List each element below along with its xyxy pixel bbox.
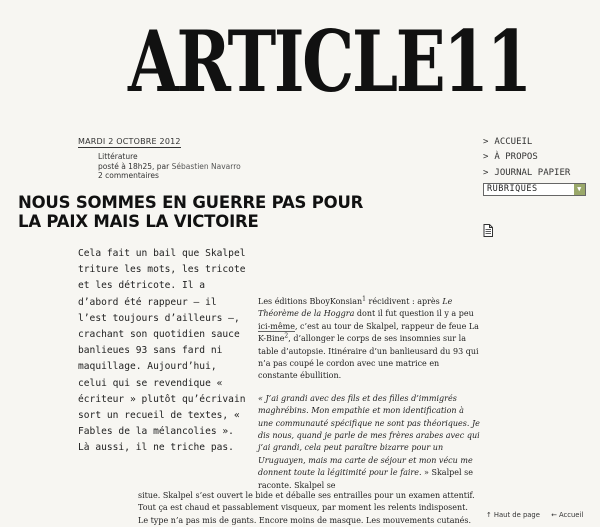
article-paragraph: situe. Skalpel s’est ouvert le bide et déballe ses entrailles pour un examen attentif. Tout ça est chaud et passablement visqueux, par moment les relents indisposent. Le type n’a pas mis de gants. Encore moins de masque. Les mouvements cutanés. — [138, 491, 475, 525]
book-title: Le Théorème de la Hoggra — [258, 297, 453, 319]
back-to-top-link[interactable] — [486, 511, 540, 519]
nav-item-journal-papier[interactable] — [483, 166, 570, 181]
article-body-continued — [138, 490, 480, 527]
text: , c’est au tour de Skalpel, rappeur de feue La K-Bine — [258, 321, 479, 344]
article-paragraph — [258, 296, 480, 383]
nav-item-accueil[interactable] — [483, 135, 570, 150]
quote: « J’ai grandi avec des fils et des filles d’immigrés maghrébins. Mon empathie et mon identification à une communauté spécifique ne sont pas théoriques. Je dis nous, quand je parle de mes frères arabes avec qui j’ai grandi, cela peut paraître bizarre pour un Uruguayen, mais ma carte de séjour et mon vécu me donnent toute la légitimité pour le faire. — [258, 393, 480, 478]
chevron-right-icon: > — [483, 167, 489, 178]
arrow-up-icon: ↑ — [486, 511, 492, 519]
article-author[interactable]: Sébastien Navarro — [171, 161, 241, 171]
text: Les éditions BboyKonsian — [258, 297, 363, 306]
rubriques-select[interactable] — [483, 183, 586, 196]
rubriques-label: RUBRIQUES — [487, 184, 538, 194]
article-category[interactable]: Littérature — [98, 152, 138, 161]
chevron-right-icon: > — [483, 152, 489, 163]
article-paragraph — [258, 393, 480, 492]
dropdown-arrow-icon: ▼ — [574, 184, 585, 195]
site-logo[interactable]: ARTICLE11 — [128, 12, 530, 111]
text: » Skalpel se raconte. Skalpel se — [258, 468, 473, 490]
article-chapo: Cela fait un bail que Skalpel triture les mots, les tricote et les détricote. Il a d’abord été rappeur – il l’est toujours d’ailleurs –, crachant son quotidien sauce banlieues 93 sans fard ni maquillage. Aujourd’hui, celui qui se revendique « écriteur » plutôt qu’écrivain sort un recueil de textes, « Fables de la mélancolies ». Là aussi, il ne triche pas. — [78, 248, 246, 454]
article-meta — [98, 152, 241, 181]
text: , d’allonger le corps de ses insomnies sur la table d’autopsie. Itinéraire d’un banlieusard du 93 qui n’a pas coupé le cordon avec une matrice en constante ébullition. — [258, 334, 479, 381]
article-body — [258, 296, 480, 502]
link-label: Accueil — [558, 511, 584, 519]
article-title: NOUS SOMMES EN GUERRE PAS POUR LA PAIX MAIS LA VICTOIRE — [18, 193, 364, 231]
ici-meme-link[interactable]: ici-même — [258, 321, 295, 331]
text: récidivent : après — [365, 297, 443, 306]
article-date: MARDI 2 OCTOBRE 2012 — [78, 137, 181, 146]
nav-label: ACCUEIL — [494, 137, 533, 147]
nav-item-a-propos[interactable] — [483, 150, 570, 165]
link-label: Haut de page — [493, 511, 540, 519]
footnote-1-link[interactable]: 1 — [362, 295, 366, 303]
arrow-left-icon: ← — [551, 511, 557, 519]
chevron-right-icon: > — [483, 137, 489, 147]
home-link[interactable] — [551, 511, 583, 519]
footnote-2-link[interactable]: 2 — [284, 332, 289, 340]
nav-label: JOURNAL PAPIER — [494, 167, 571, 178]
main-nav — [483, 135, 570, 181]
article-comments-link[interactable]: 2 commentaires — [98, 171, 159, 180]
article-posted — [98, 162, 241, 172]
footer-links — [486, 511, 592, 519]
posted-prefix: posté à 18h25, par — [98, 161, 170, 171]
text: dont il fut question il y a peu — [354, 309, 474, 319]
nav-label: À PROPOS — [494, 152, 538, 163]
document-icon[interactable] — [483, 224, 493, 237]
